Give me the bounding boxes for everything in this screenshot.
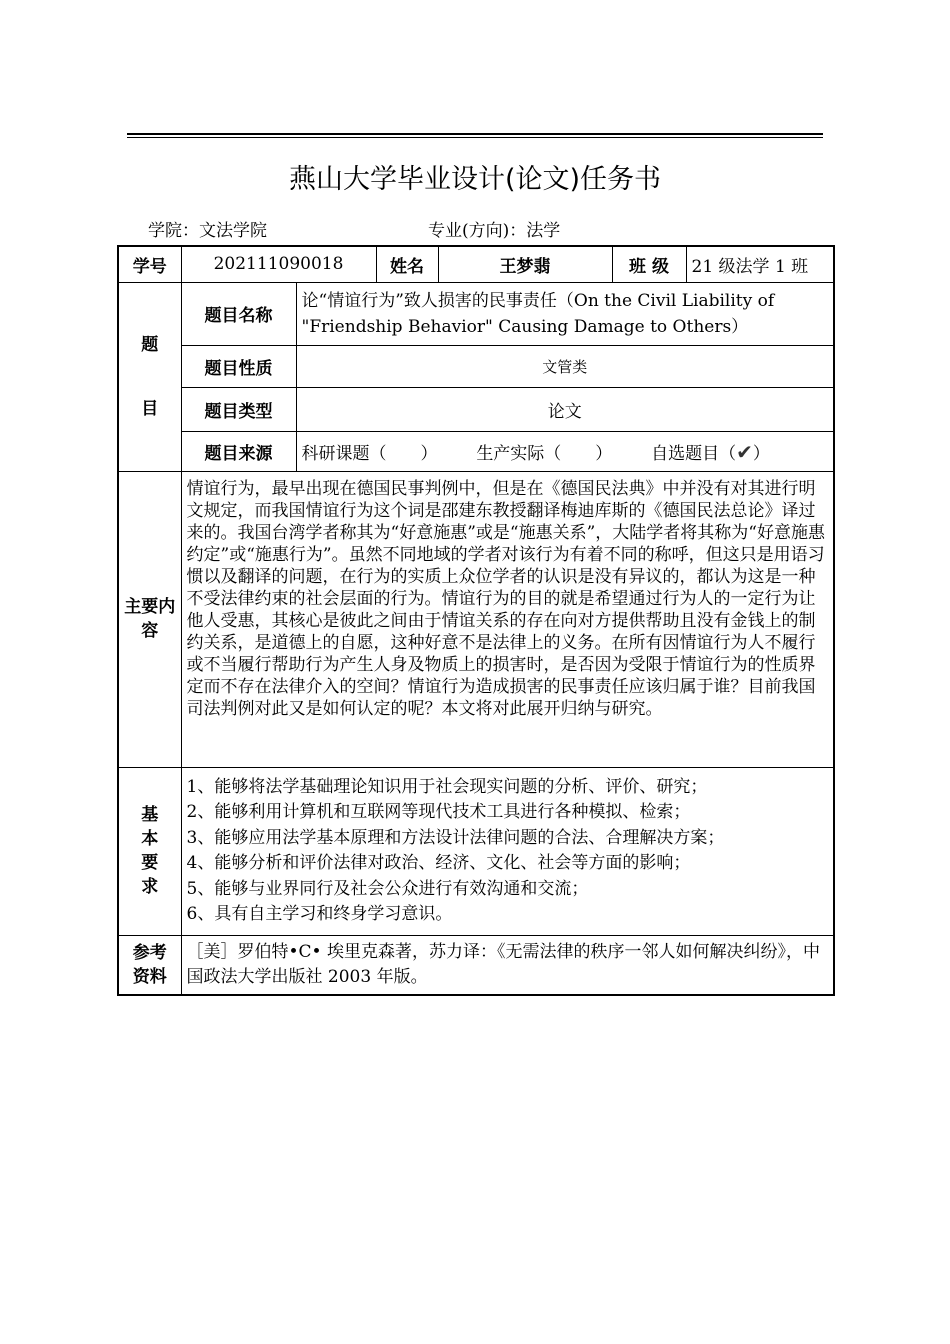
requirement-item: 5、能够与业界同行及社会公众进行有效沟通和交流；	[186, 878, 589, 899]
content-label: 主要内容	[118, 471, 181, 767]
topic-source-value	[296, 431, 834, 471]
topic-source-row	[118, 431, 834, 471]
requirements-row	[118, 767, 834, 935]
references-text: ［美］罗伯特•C• 埃里克森著，苏力译：《无需法律的秩序一邻人如何解决纠纷》，中国政法大学出版社 2003 年版。	[181, 935, 834, 995]
requirements-label-char: 要	[141, 853, 159, 873]
topic-type-row	[118, 387, 834, 431]
topic-name-label: 题目名称	[181, 282, 296, 345]
topic-type-value: 论文	[296, 387, 834, 431]
topic-name-row	[118, 282, 834, 345]
source-self-suffix: ）	[752, 443, 770, 464]
college-field: 学院：文法学院	[148, 221, 267, 241]
topic-group-label	[118, 282, 181, 471]
requirement-item: 1、能够将法学基础理论知识用于社会现实问题的分析、评价、研究；	[186, 776, 708, 797]
checkmark-icon: ✔	[736, 439, 753, 464]
requirement-item: 2、能够利用计算机和互联网等现代技术工具进行各种模拟、检索；	[186, 802, 691, 822]
page-title: 燕山大学毕业设计(论文)任务书	[288, 164, 662, 195]
student-id-value: 202111090018	[181, 246, 376, 282]
topic-group-label-2: 目	[141, 398, 159, 419]
source-research-option: 科研课题（ ）	[301, 443, 438, 464]
student-id-label: 学号	[118, 246, 181, 282]
requirement-item: 3、能够应用法学基本原理和方法设计法律问题的合法、合理解决方案；	[186, 827, 725, 848]
topic-nature-value: 文管类	[296, 345, 834, 387]
topic-source-label: 题目来源	[181, 431, 296, 471]
requirements-label-char: 求	[141, 877, 159, 897]
topic-nature-label: 题目性质	[181, 345, 296, 387]
references-row	[118, 935, 834, 995]
content-row	[118, 471, 834, 767]
requirements-label-char: 本	[141, 829, 159, 849]
topic-group-label-1: 题	[141, 334, 159, 355]
requirements-label	[118, 767, 181, 935]
source-self-option	[651, 439, 770, 464]
student-row	[118, 246, 834, 282]
class-value: 21 级法学 1 班	[686, 246, 834, 282]
class-label: 班 级	[612, 246, 686, 282]
header-rule	[127, 133, 823, 135]
source-production-option: 生产实际（ ）	[476, 443, 613, 464]
requirement-item: 4、能够分析和评价法律对政治、经济、文化、社会等方面的影响；	[186, 853, 691, 873]
topic-type-label: 题目类型	[181, 387, 296, 431]
content-text: 情谊行为，最早出现在德国民事判例中，但是在《德国民法典》中并没有对其进行明文规定，而我国情谊行为这个词是邵建东教授翻译梅迪库斯的《德国民法总论》译过来的。我国台湾学者称其为“好意施惠”或是“施惠关系”，大陆学者将其称为“好意施惠约定”或“施惠行为”。虽然不同地域的学者对该行为有着不同的称呼，但这只是用语习惯以及翻译的问题，在行为的实质上众位学者的认识是没有异议的，都认为这是一种不受法律约束的社会层面的行为。情谊行为的目的就是希望通过行为人的一定行为让他人受惠，其核心是彼此之间由于情谊关系的存在向对方提供帮助且没有金钱上的制约关系，是道德上的自愿，这种好意不是法律上的义务。在所有因情谊行为人不履行或不当履行帮助行为产生人身及物质上的损害时，是否因为受限于情谊行为的性质界定而不存在法律介入的空间？情谊行为造成损害的民事责任应该归属于谁？目前我国司法判例对此又是如何认定的呢？本文将对此展开归纳与研究。	[181, 471, 834, 767]
header-rule-thin	[127, 137, 823, 138]
requirement-item: 6、具有自主学习和终身学习意识。	[186, 904, 453, 924]
task-form-table	[117, 245, 835, 996]
major-field: 专业(方向)：法学	[428, 221, 561, 241]
requirements-label-char: 基	[141, 805, 159, 825]
topic-name-value: 论“情谊行为”致人损害的民事责任（On the Civil Liability of "Friendship Behavior" Causing Damage to Others）	[296, 282, 834, 345]
student-name-value: 王梦翡	[438, 246, 612, 282]
requirements-list	[181, 767, 834, 935]
source-self-prefix: 自选题目（	[651, 443, 737, 464]
student-name-label: 姓名	[376, 246, 438, 282]
references-label: 参考资料	[118, 935, 181, 995]
topic-nature-row	[118, 345, 834, 387]
